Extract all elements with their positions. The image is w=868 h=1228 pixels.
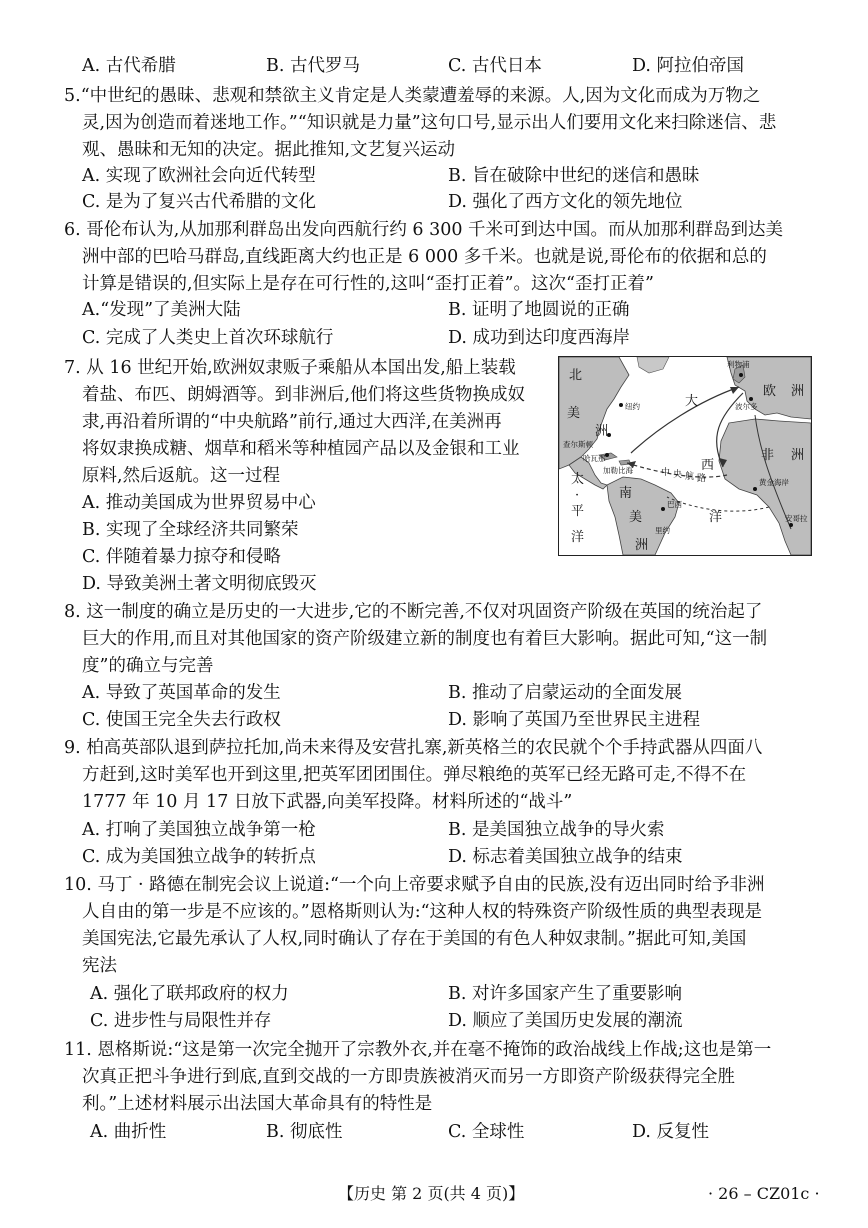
map-label-pacific-3: 洋 xyxy=(571,530,585,545)
q8-stem-line-1: 8. 这一制度的确立是历史的一大进步,它的不断完善,不仅对巩固资产阶级在英国的统治起了 xyxy=(64,602,763,622)
q5-option-d: D. 强化了西方文化的领先地位 xyxy=(448,192,683,212)
q7-stem-line-1: 7. 从 16 世纪开始,欧洲奴隶贩子乘船从本国出发,船上装载 xyxy=(64,358,516,378)
q6-option-d: D. 成功到达印度西海岸 xyxy=(448,328,631,348)
q7-stem-line-4: 将奴隶换成糖、烟草和稻米等种植园产品以及金银和工业 xyxy=(82,439,520,459)
map-label-south-america-1: 南 xyxy=(619,486,633,501)
q7-stem-line-2: 着盐、布匹、朗姆酒等。到非洲后,他们将这些货物换成奴 xyxy=(82,385,526,405)
map-label-north-america-2: 洲 xyxy=(595,424,609,439)
q9-option-d: D. 标志着美国独立战争的结束 xyxy=(448,847,683,867)
q10-option-c: C. 进步性与局限性并存 xyxy=(90,1011,272,1031)
q7-option-b: B. 实现了全球经济共同繁荣 xyxy=(82,520,299,540)
q11-stem-line-3: 利。”上述材料展示出法国大革命具有的特性是 xyxy=(82,1094,433,1114)
q9-option-a: A. 打响了美国独立战争第一枪 xyxy=(82,820,316,840)
q8-stem-line-2: 巨大的作用,而且对其他国家的资产阶级建立新的制度也有着巨大影响。据此可知,“这一制 xyxy=(82,629,768,649)
q4-option-b: B. 古代罗马 xyxy=(266,56,360,76)
q11-option-b: B. 彻底性 xyxy=(266,1122,343,1142)
q7-option-d: D. 导致美洲土著文明彻底毁灭 xyxy=(82,574,317,594)
q5-option-c: C. 是为了复兴古代希腊的文化 xyxy=(82,192,316,212)
q11-stem-line-2: 次真正把斗争进行到底,直到交战的一方即贵族被消灭而另一方即资产阶级获得完全胜 xyxy=(82,1067,736,1087)
q10-option-d: D. 顺应了美国历史发展的潮流 xyxy=(448,1011,683,1031)
q10-stem-line-4: 宪法 xyxy=(82,956,117,976)
map-label-south-america-2: 美 xyxy=(629,510,643,525)
q10-option-a: A. 强化了联邦政府的权力 xyxy=(90,984,289,1004)
q11-option-a: A. 曲折性 xyxy=(90,1122,167,1142)
page-footer-label: 【历史 第 2 页(共 4 页)】 xyxy=(338,1184,525,1203)
map-label-middle-passage-2: 央 xyxy=(673,470,683,480)
map-city-bordeaux: 波尔多 xyxy=(735,402,758,411)
q9-stem-line-2: 方赶到,这时美军也开到这里,把英军团团围住。弹尽粮绝的英军已经无路可走,不得不在 xyxy=(82,765,747,785)
q5-option-b: B. 旨在破除中世纪的迷信和愚昧 xyxy=(448,166,700,186)
q9-option-c: C. 成为美国独立战争的转折点 xyxy=(82,847,316,867)
q6-option-c: C. 完成了人类史上首次环球航行 xyxy=(82,328,334,348)
q6-stem-line-2: 洲中部的巴哈马群岛,直线距离大约也正是 6 000 多千米。也就是说,哥伦布的依据和总的 xyxy=(82,247,767,267)
map-label-angola: 安哥拉 xyxy=(785,514,808,523)
map-label-africa-1: 非 xyxy=(761,448,775,463)
q10-stem-line-2: 人自由的第一步是不应该的。”恩格斯则认为:“这种人权的特殊资产阶级性质的典型表现是 xyxy=(82,902,763,922)
q9-stem-line-1: 9. 柏高英部队退到萨拉托加,尚未来得及安营扎寨,新英格兰的农民就个个手持武器从四面八 xyxy=(64,738,763,758)
map-label-middle-passage-3: 航 xyxy=(685,472,695,482)
q10-stem-line-3: 美国宪法,它最先承认了人权,同时确认了存在于美国的有色人种奴隶制。”据此可知,美国 xyxy=(82,929,747,949)
map-city-liverpool: 利物浦 xyxy=(727,360,750,369)
q7-stem-line-5: 原料,然后返航。这一过程 xyxy=(82,466,281,486)
q7-stem-line-3: 隶,再沿着所谓的“中央航路”前行,通过大西洋,在美洲再 xyxy=(82,412,502,432)
q7-option-a: A. 推动美国成为世界贸易中心 xyxy=(82,493,316,513)
q5-stem-line-2: 灵,因为创造而着迷地工作。”“知识就是力量”这句口号,显示出人们要用文化来扫除迷信、悲 xyxy=(82,113,777,133)
map-label-europe-2: 洲 xyxy=(791,384,805,399)
q8-option-d: D. 影响了英国乃至世界民主进程 xyxy=(448,710,701,730)
q4-option-d: D. 阿拉伯帝国 xyxy=(632,56,745,76)
q6-option-a: A.“发现”了美洲大陆 xyxy=(82,300,241,320)
q6-option-b: B. 证明了地圆说的正确 xyxy=(448,300,630,320)
q9-option-b: B. 是美国独立战争的导火索 xyxy=(448,820,665,840)
map-label-caribbean-sea: 加勒比海 xyxy=(603,466,633,475)
map-label-atlantic-1: 大 xyxy=(685,394,699,409)
map-label-africa-2: 洲 xyxy=(791,448,805,463)
q6-stem-line-3: 计算是错误的,但实际上是存在可行性的,这叫“歪打正着”。这次“歪打正着” xyxy=(82,274,654,294)
triangular-trade-map-graphic xyxy=(559,357,811,555)
map-city-havana: 哈瓦那 xyxy=(583,454,606,463)
map-city-rio: 里约 xyxy=(655,526,670,535)
q10-stem-line-1: 10. 马丁 · 路德在制宪会议上说道:“一个向上帝要求赋予自由的民族,没有迈出同时给予非洲 xyxy=(64,875,765,895)
q8-option-c: C. 使国王完全失去行政权 xyxy=(82,710,281,730)
map-label-north-america-1: 美 xyxy=(567,406,581,421)
q10-option-b: B. 对许多国家产生了重要影响 xyxy=(448,984,682,1004)
map-label-atlantic-3: 洋 xyxy=(709,510,723,525)
q8-option-b: B. 推动了启蒙运动的全面发展 xyxy=(448,683,682,703)
q11-option-d: D. 反复性 xyxy=(632,1122,710,1142)
q6-stem-line-1: 6. 哥伦布认为,从加那利群岛出发向西航行约 6 300 千米可到达中国。而从加那利群岛到达美 xyxy=(64,220,784,240)
page-footer-code: · 26 – CZ01c · xyxy=(708,1184,820,1203)
map-label-gold-coast: 黄金海岸 xyxy=(759,478,789,487)
map-label-pacific-2: 平 xyxy=(571,504,585,519)
map-label-pacific-1: 太 xyxy=(571,472,585,487)
q4-option-a: A. 古代希腊 xyxy=(82,56,176,76)
map-label-atlantic-2: 西 xyxy=(701,458,715,473)
q9-stem-line-3: 1777 年 10 月 17 日放下武器,向美军投降。材料所述的“战斗” xyxy=(82,792,573,812)
map-label-europe-1: 欧 xyxy=(763,384,777,399)
triangular-trade-map xyxy=(558,356,812,556)
q7-option-c: C. 伴随着暴力掠夺和侵略 xyxy=(82,547,281,567)
q8-stem-line-3: 度”的确立与完善 xyxy=(82,656,214,676)
q11-option-c: C. 全球性 xyxy=(448,1122,525,1142)
map-label-brazil: 巴西 xyxy=(667,500,682,509)
map-city-new-york: 纽约 xyxy=(625,402,640,411)
q8-option-a: A. 导致了英国革命的发生 xyxy=(82,683,281,703)
map-label-pacific-dot: · xyxy=(575,488,580,503)
map-city-charleston: 查尔斯顿 xyxy=(563,440,593,449)
map-label-middle-passage-4: 路 xyxy=(697,474,707,484)
q11-stem-line-1: 11. 恩格斯说:“这是第一次完全抛开了宗教外衣,并在毫不掩饰的政治战线上作战;这也是第一 xyxy=(64,1040,772,1060)
map-label-south-america-3: 洲 xyxy=(635,538,649,553)
map-label-north: 北 xyxy=(569,368,583,383)
q5-stem-line-3: 观、愚昧和无知的决定。据此推知,文艺复兴运动 xyxy=(82,140,456,160)
q5-stem-line-1: 5.“中世纪的愚昧、悲观和禁欲主义肯定是人类蒙遭羞辱的来源。人,因为文化而成为万物之 xyxy=(64,86,761,106)
q4-option-c: C. 古代日本 xyxy=(448,56,542,76)
q5-option-a: A. 实现了欧洲社会向近代转型 xyxy=(82,166,316,186)
map-label-middle-passage-1: 中 xyxy=(661,468,671,478)
